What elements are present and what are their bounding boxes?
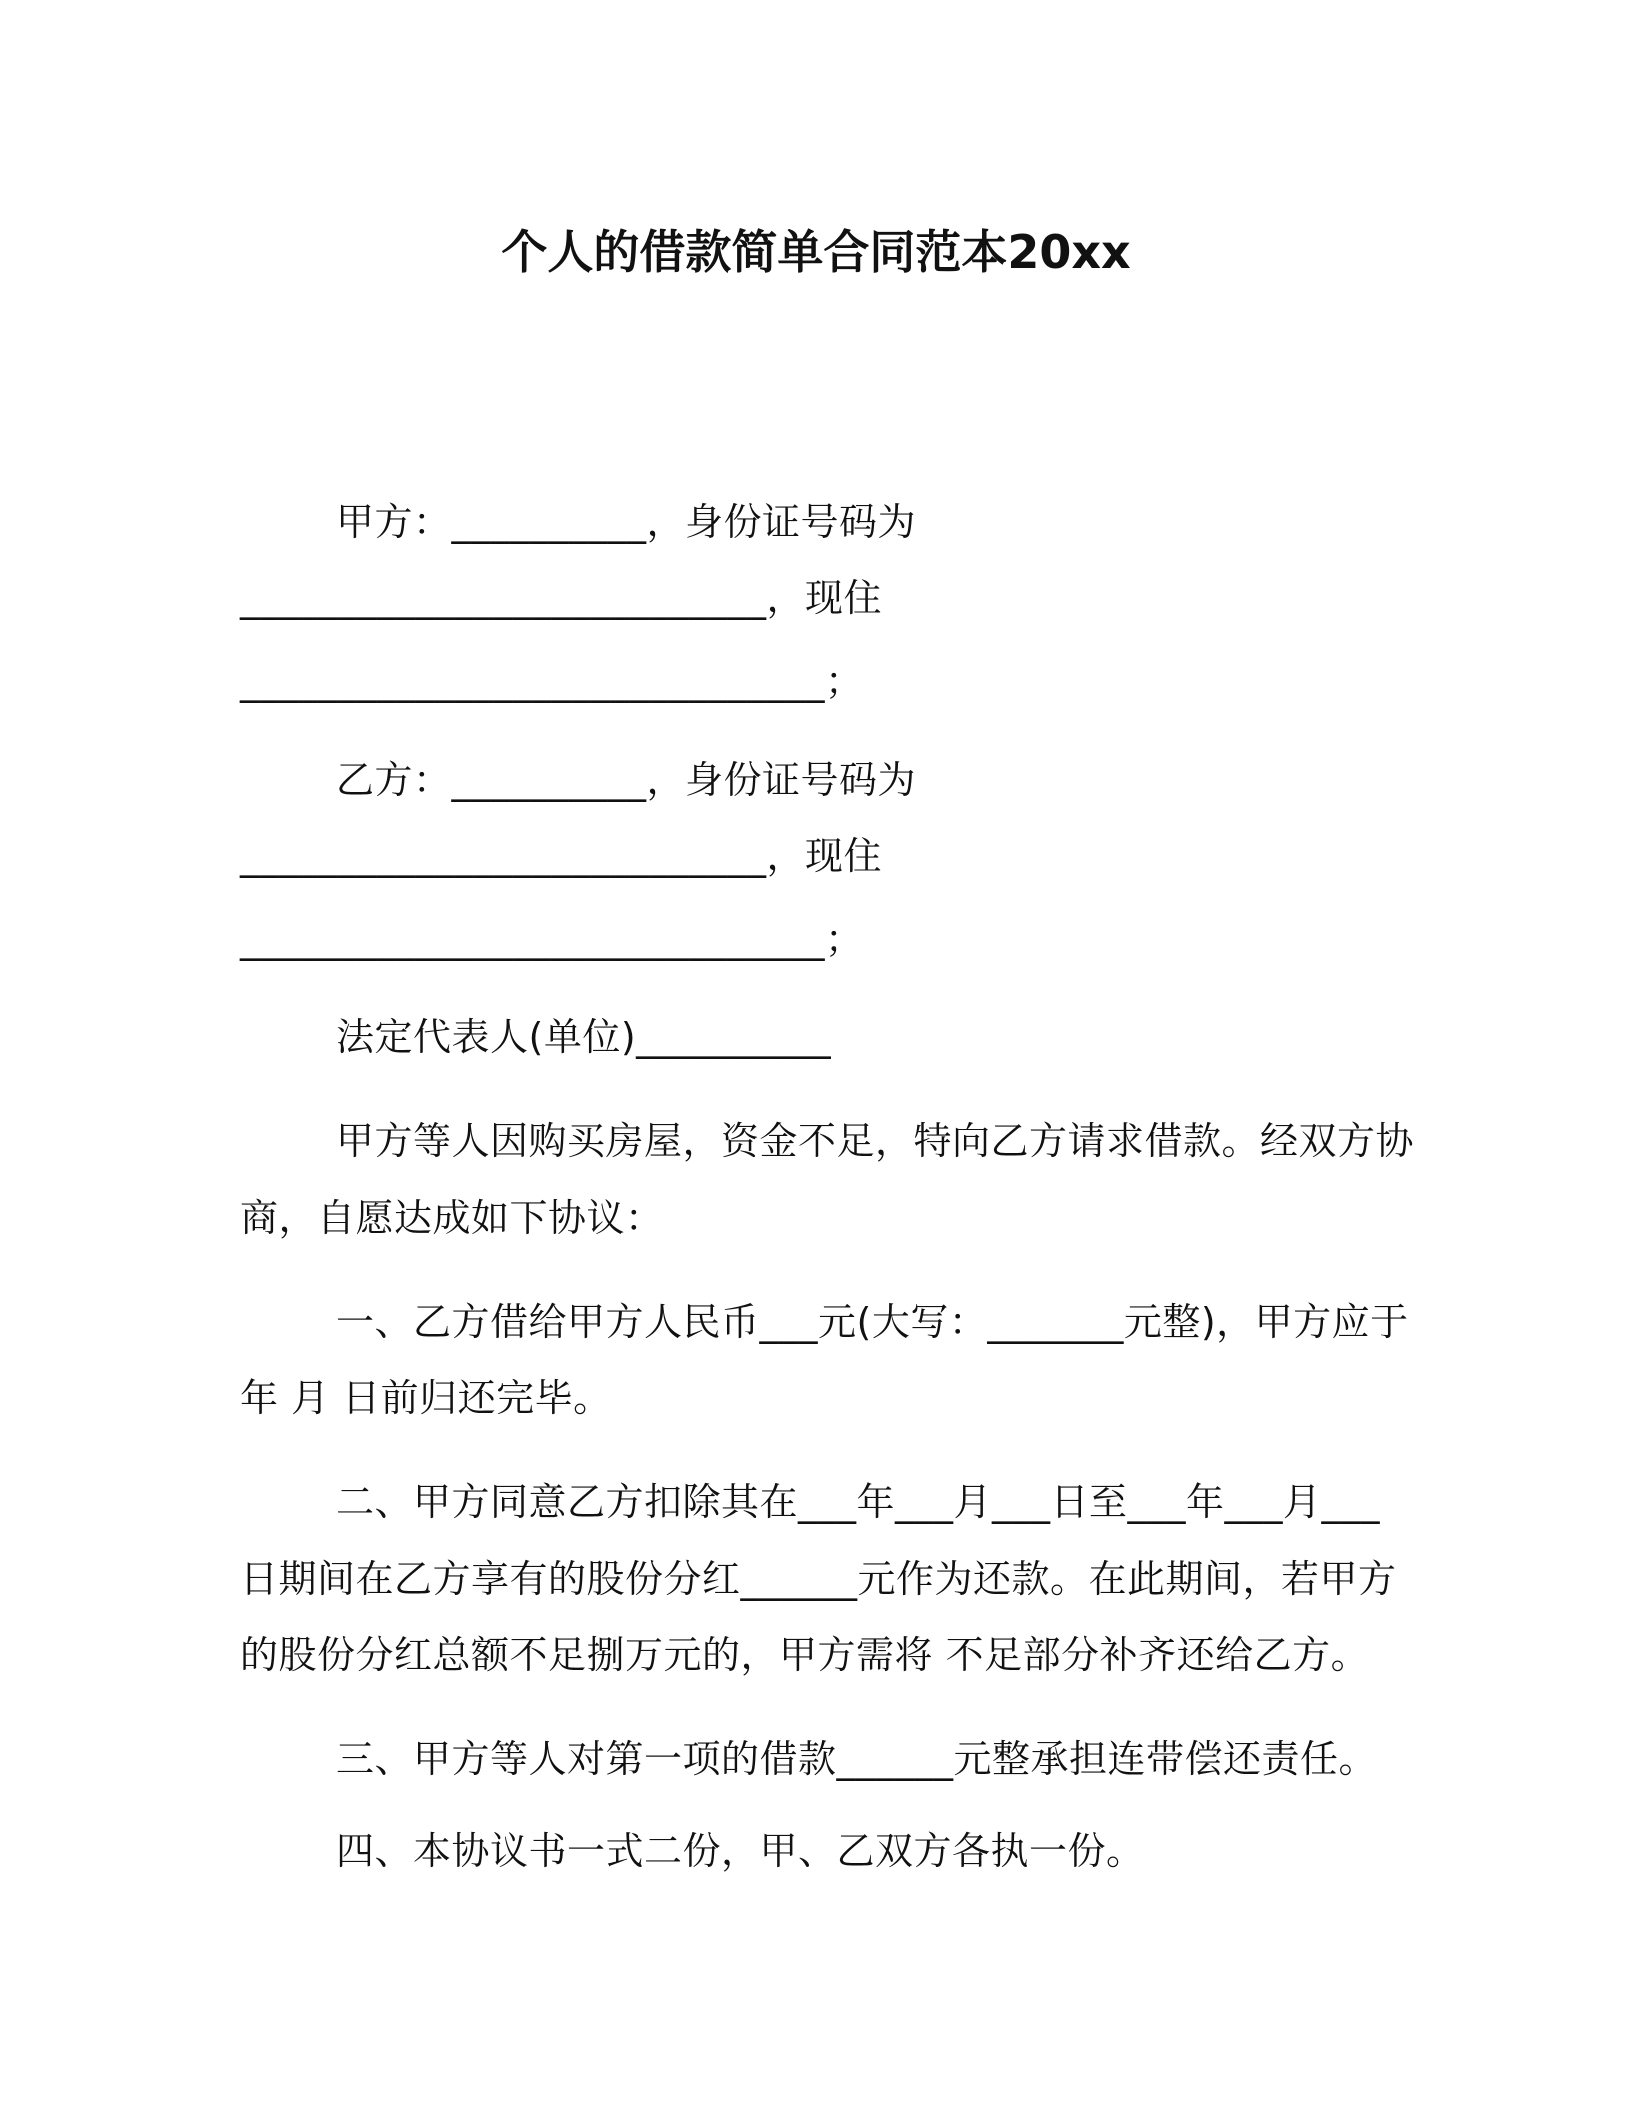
clause-2-line-2: 日期间在乙方享有的股份分红______元作为还款。在此期间，若甲方 <box>240 1557 1397 1601</box>
party-b-id-line: ___________________________，现住 <box>240 834 883 878</box>
clause-2-line-3: 的股份分红总额不足捌万元的，甲方需将 不足部分补齐还给乙方。 <box>240 1633 1370 1677</box>
party-a-id-line: ___________________________，现住 <box>240 576 883 620</box>
preamble-line-2: 商，自愿达成如下协议： <box>240 1196 664 1240</box>
party-a-name-line: 甲方：__________，身份证号码为 <box>336 500 917 544</box>
clause-1-line-1: 一、乙方借给甲方人民币___元(大写：_______元整)，甲方应于 <box>336 1300 1409 1344</box>
clause-2-line-1: 二、甲方同意乙方扣除其在___年___月___日至___年___月___ <box>336 1480 1381 1524</box>
party-b-name-line: 乙方：__________，身份证号码为 <box>336 758 917 802</box>
clause-1-line-2: 年 月 日前归还完毕。 <box>240 1376 612 1420</box>
preamble-line-1: 甲方等人因购买房屋，资金不足，特向乙方请求借款。经双方协 <box>336 1119 1415 1163</box>
clause-3-line: 三、甲方等人对第一项的借款______元整承担连带偿还责任。 <box>336 1737 1378 1781</box>
clause-4-line: 四、本协议书一式二份，甲、乙双方各执一份。 <box>336 1829 1145 1873</box>
legal-representative-line: 法定代表人(单位)__________ <box>336 1015 832 1059</box>
party-a-address-line: ______________________________； <box>240 659 864 703</box>
document-title: 个人的借款简单合同范本20xx <box>501 225 1131 279</box>
party-b-address-line: ______________________________； <box>240 917 864 961</box>
